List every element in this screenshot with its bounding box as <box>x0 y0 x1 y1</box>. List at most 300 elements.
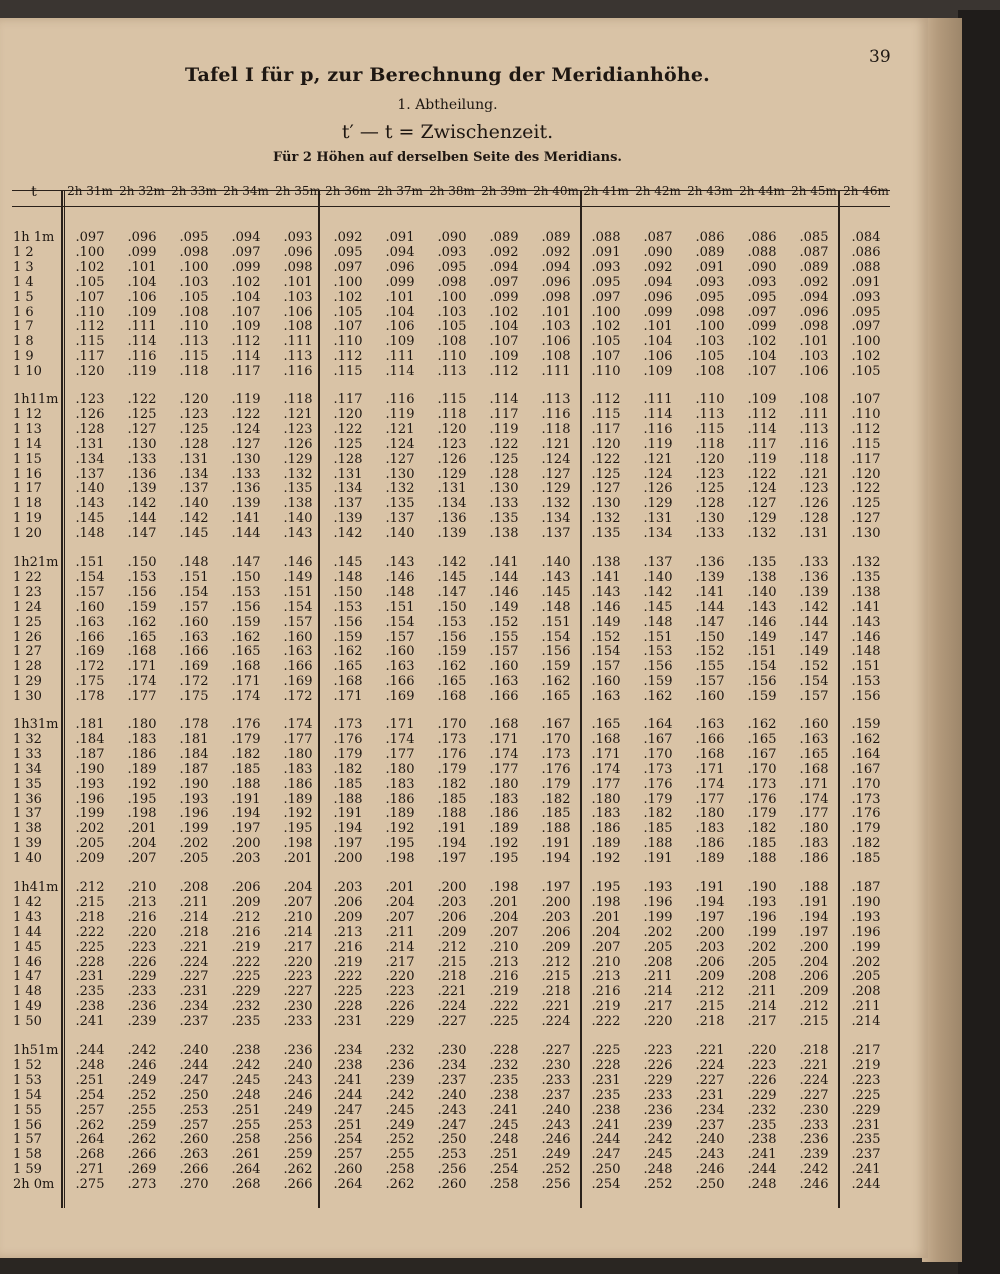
table-cell: .248 <box>643 1162 673 1178</box>
table-cell: .157 <box>385 629 415 645</box>
table-cell: .100 <box>851 334 881 350</box>
column-header: 2h 41m <box>583 184 629 198</box>
table-cell: .212 <box>695 984 725 1000</box>
table-cell: .187 <box>179 761 209 777</box>
table-cell: .146 <box>385 569 415 585</box>
table-cell: .131 <box>437 481 467 497</box>
table-cell: .193 <box>851 909 881 925</box>
table-cell: .213 <box>489 954 519 970</box>
table-cell: .163 <box>695 717 725 732</box>
table-cell: .104 <box>385 304 415 320</box>
table-cell: .218 <box>179 924 209 940</box>
table-cell: .220 <box>385 969 415 985</box>
table-cell: .128 <box>799 511 829 527</box>
row-label: 1 9 <box>13 349 34 365</box>
table-cell: .180 <box>127 717 157 732</box>
table-cell: .116 <box>385 392 415 407</box>
table-cell: .114 <box>385 364 415 380</box>
table-cell: .148 <box>385 584 415 600</box>
table-cell: .127 <box>231 436 261 452</box>
row-label: 1 36 <box>13 791 42 807</box>
table-cell: .187 <box>851 880 881 895</box>
table-cell: .118 <box>179 364 209 380</box>
table-cell: .252 <box>643 1177 673 1193</box>
table-cell: .115 <box>333 364 363 380</box>
table-cell: .238 <box>75 999 105 1015</box>
table-cell: .133 <box>231 466 261 482</box>
table-cell: .168 <box>489 717 519 732</box>
table-cell: .136 <box>231 481 261 497</box>
table-cell: .178 <box>179 717 209 732</box>
table-cell: .246 <box>283 1087 313 1103</box>
table-cell: .109 <box>489 349 519 365</box>
row-label: 1 3 <box>13 259 34 275</box>
table-cell: .128 <box>333 451 363 467</box>
table-cell: .135 <box>591 526 621 542</box>
table-cell: .199 <box>643 909 673 925</box>
table-cell: .244 <box>747 1162 777 1178</box>
table-cell: .143 <box>385 555 415 570</box>
table-cell: .157 <box>489 644 519 660</box>
table-cell: .226 <box>127 954 157 970</box>
table-cell: .146 <box>283 555 313 570</box>
table-cell: .171 <box>127 659 157 675</box>
table-cell: .171 <box>489 731 519 747</box>
table-cell: .112 <box>75 319 105 335</box>
table-cell: .237 <box>179 1014 209 1030</box>
table-cell: .152 <box>695 644 725 660</box>
table-cell: .154 <box>179 584 209 600</box>
table-cell: .130 <box>591 496 621 512</box>
table-cell: .095 <box>333 244 363 260</box>
table-cell: .248 <box>231 1087 261 1103</box>
table-cell: .122 <box>489 436 519 452</box>
table-cell: .189 <box>695 851 725 867</box>
table-cell: .180 <box>489 776 519 792</box>
table-cell: .150 <box>695 629 725 645</box>
table-cell: .121 <box>541 436 571 452</box>
table-cell: .176 <box>333 731 363 747</box>
row-label: 1 58 <box>13 1147 42 1163</box>
column-header: 2h 35m <box>275 184 321 198</box>
table-cell: .164 <box>643 717 673 732</box>
table-cell: .142 <box>643 584 673 600</box>
table-cell: .171 <box>231 674 261 690</box>
row-label: 1 14 <box>13 436 42 452</box>
table-cell: .232 <box>385 1043 415 1058</box>
table-cell: .183 <box>695 821 725 837</box>
table-cell: .112 <box>591 392 621 407</box>
table-cell: .170 <box>851 776 881 792</box>
table-cell: .167 <box>643 731 673 747</box>
table-cell: .214 <box>643 984 673 1000</box>
table-cell: .102 <box>489 304 519 320</box>
table-cell: .209 <box>695 969 725 985</box>
table-cell: .139 <box>333 511 363 527</box>
table-cell: .271 <box>75 1162 105 1178</box>
table-cell: .209 <box>437 924 467 940</box>
table-cell: .231 <box>591 1072 621 1088</box>
table-cell: .229 <box>643 1072 673 1088</box>
table-cell: .260 <box>179 1132 209 1148</box>
table-cell: .125 <box>695 481 725 497</box>
table-cell: .100 <box>591 304 621 320</box>
table-cell: .199 <box>747 924 777 940</box>
table-cell: .121 <box>799 466 829 482</box>
table-cell: .246 <box>799 1177 829 1193</box>
table-cell: .111 <box>283 334 313 350</box>
table-cell: .174 <box>283 717 313 732</box>
table-cell: .195 <box>385 836 415 852</box>
table-cell: .212 <box>541 954 571 970</box>
table-cell: .103 <box>437 304 467 320</box>
table-cell: .113 <box>695 406 725 422</box>
table-cell: .103 <box>799 349 829 365</box>
table-cell: .109 <box>385 334 415 350</box>
table-cell: .230 <box>541 1057 571 1073</box>
table-cell: .201 <box>591 909 621 925</box>
table-cell: .139 <box>437 526 467 542</box>
table-cell: .130 <box>385 466 415 482</box>
table-cell: .108 <box>437 334 467 350</box>
table-cell: .154 <box>591 644 621 660</box>
table-cell: .174 <box>385 731 415 747</box>
table-cell: .188 <box>643 836 673 852</box>
table-cell: .242 <box>643 1132 673 1148</box>
table-cell: .183 <box>127 731 157 747</box>
table-cell: .132 <box>851 555 881 570</box>
table-cell: .149 <box>747 629 777 645</box>
row-label: 1 13 <box>13 421 42 437</box>
table-cell: .213 <box>127 894 157 910</box>
row-label: 1 45 <box>13 939 42 955</box>
table-cell: .239 <box>385 1072 415 1088</box>
table-cell: .128 <box>75 421 105 437</box>
table-cell: .145 <box>541 584 571 600</box>
table-cell: .242 <box>127 1043 157 1058</box>
table-cell: .216 <box>489 969 519 985</box>
table-cell: .110 <box>179 319 209 335</box>
table-cell: .129 <box>541 481 571 497</box>
table-cell: .221 <box>799 1057 829 1073</box>
table-cell: .130 <box>851 526 881 542</box>
table-cell: .198 <box>489 880 519 895</box>
table-cell: .186 <box>385 791 415 807</box>
table-cell: .222 <box>75 924 105 940</box>
table-cell: .182 <box>747 821 777 837</box>
table-cell: .098 <box>799 319 829 335</box>
table-cell: .214 <box>179 909 209 925</box>
table-cell: .253 <box>437 1147 467 1163</box>
table-cell: .125 <box>591 466 621 482</box>
table-cell: .151 <box>541 614 571 630</box>
table-cell: .163 <box>489 674 519 690</box>
table-cell: .198 <box>591 894 621 910</box>
table-cell: .119 <box>231 392 261 407</box>
table-cell: .209 <box>799 984 829 1000</box>
table-cell: .104 <box>643 334 673 350</box>
table-cell: .101 <box>643 319 673 335</box>
table-cell: .138 <box>851 584 881 600</box>
table-cell: .148 <box>179 555 209 570</box>
table-cell: .179 <box>333 746 363 762</box>
table-cell: .163 <box>75 614 105 630</box>
table-cell: .127 <box>591 481 621 497</box>
table-cell: .179 <box>541 776 571 792</box>
table-cell: .230 <box>283 999 313 1015</box>
table-cell: .102 <box>231 274 261 290</box>
table-cell: .148 <box>851 644 881 660</box>
table-cell: .200 <box>333 851 363 867</box>
table-cell: .217 <box>385 954 415 970</box>
column-header: 2h 43m <box>687 184 733 198</box>
table-cell: .189 <box>385 806 415 822</box>
table-cell: .111 <box>799 406 829 422</box>
table-cell: .174 <box>489 746 519 762</box>
table-cell: .227 <box>541 1043 571 1058</box>
table-cell: .111 <box>385 349 415 365</box>
table-cell: .228 <box>591 1057 621 1073</box>
table-cell: .180 <box>799 821 829 837</box>
table-cell: .231 <box>75 969 105 985</box>
table-cell: .159 <box>643 674 673 690</box>
table-cell: .242 <box>231 1057 261 1073</box>
table-cell: .140 <box>179 496 209 512</box>
table-cell: .173 <box>437 731 467 747</box>
table-cell: .137 <box>541 526 571 542</box>
left-column-divider <box>61 190 63 1208</box>
table-cell: .203 <box>437 894 467 910</box>
table-cell: .134 <box>541 511 571 527</box>
table-cell: .215 <box>695 999 725 1015</box>
table-cell: .223 <box>851 1072 881 1088</box>
table-cell: .219 <box>591 999 621 1015</box>
table-cell: .259 <box>283 1147 313 1163</box>
table-cell: .228 <box>75 954 105 970</box>
table-cell: .096 <box>643 289 673 305</box>
table-cell: .143 <box>851 614 881 630</box>
table-cell: .241 <box>747 1147 777 1163</box>
table-cell: .213 <box>591 969 621 985</box>
row-label: 1 32 <box>13 731 42 747</box>
row-label: 1 53 <box>13 1072 42 1088</box>
table-cell: .258 <box>231 1132 261 1148</box>
table-cell: .117 <box>75 349 105 365</box>
row-label: 1 10 <box>13 364 42 380</box>
table-cell: .097 <box>231 244 261 260</box>
row-label: 1 42 <box>13 894 42 910</box>
table-cell: .243 <box>437 1102 467 1118</box>
table-cell: .148 <box>75 526 105 542</box>
table-cell: .165 <box>541 689 571 705</box>
table-cell: .154 <box>799 674 829 690</box>
table-cell: .093 <box>437 244 467 260</box>
row-label: 1 33 <box>13 746 42 762</box>
table-cell: .090 <box>747 259 777 275</box>
table-cell: .195 <box>127 791 157 807</box>
table-cell: .120 <box>591 436 621 452</box>
table-cell: .107 <box>75 289 105 305</box>
table-cell: .133 <box>127 451 157 467</box>
table-cell: .188 <box>437 806 467 822</box>
table-cell: .229 <box>385 1014 415 1030</box>
table-cell: .109 <box>231 319 261 335</box>
table-cell: .221 <box>541 999 571 1015</box>
table-cell: .163 <box>591 689 621 705</box>
table-cell: .202 <box>75 821 105 837</box>
table-cell: .179 <box>437 761 467 777</box>
table-cell: .084 <box>851 230 881 245</box>
table-cell: .249 <box>541 1147 571 1163</box>
table-cell: .173 <box>747 776 777 792</box>
table-cell: .147 <box>695 614 725 630</box>
table-cell: .147 <box>799 629 829 645</box>
table-cell: .196 <box>643 894 673 910</box>
table-cell: .098 <box>695 304 725 320</box>
table-cell: .245 <box>643 1147 673 1163</box>
table-cell: .162 <box>643 689 673 705</box>
table-cell: .219 <box>231 939 261 955</box>
table-cell: .114 <box>489 392 519 407</box>
table-cell: .113 <box>437 364 467 380</box>
table-cell: .104 <box>231 289 261 305</box>
table-cell: .222 <box>231 954 261 970</box>
table-cell: .200 <box>541 894 571 910</box>
table-cell: .091 <box>695 259 725 275</box>
table-cell: .231 <box>333 1014 363 1030</box>
table-cell: .100 <box>179 259 209 275</box>
table-cell: .226 <box>643 1057 673 1073</box>
table-cell: .098 <box>179 244 209 260</box>
table-cell: .144 <box>799 614 829 630</box>
table-cell: .213 <box>333 924 363 940</box>
table-cell: .146 <box>591 599 621 615</box>
table-cell: .191 <box>541 836 571 852</box>
table-cell: .145 <box>437 569 467 585</box>
table-cell: .210 <box>127 880 157 895</box>
table-cell: .194 <box>695 894 725 910</box>
table-cell: .238 <box>747 1132 777 1148</box>
table-cell: .139 <box>799 584 829 600</box>
table-cell: .097 <box>75 230 105 245</box>
table-cell: .137 <box>643 555 673 570</box>
table-cell: .165 <box>437 674 467 690</box>
table-cell: .128 <box>695 496 725 512</box>
table-cell: .094 <box>799 289 829 305</box>
table-cell: .100 <box>437 289 467 305</box>
table-cell: .101 <box>799 334 829 350</box>
table-cell: .134 <box>643 526 673 542</box>
table-cell: .117 <box>851 451 881 467</box>
table-cell: .102 <box>591 319 621 335</box>
table-cell: .088 <box>747 244 777 260</box>
table-cell: .192 <box>591 851 621 867</box>
table-cell: .156 <box>437 629 467 645</box>
table-cell: .145 <box>179 526 209 542</box>
table-cell: .151 <box>179 569 209 585</box>
table-cell: .123 <box>437 436 467 452</box>
table-cell: .151 <box>385 599 415 615</box>
table-cell: .204 <box>283 880 313 895</box>
table-cell: .176 <box>643 776 673 792</box>
table-cell: .182 <box>643 806 673 822</box>
row-label: 1 30 <box>13 689 42 705</box>
table-cell: .119 <box>127 364 157 380</box>
table-cell: .095 <box>437 259 467 275</box>
table-cell: .251 <box>75 1072 105 1088</box>
table-cell: .191 <box>231 791 261 807</box>
table-cell: .193 <box>179 791 209 807</box>
table-cell: .167 <box>747 746 777 762</box>
table-cell: .093 <box>851 289 881 305</box>
table-cell: .116 <box>283 364 313 380</box>
table-cell: .154 <box>541 629 571 645</box>
table-cell: .148 <box>333 569 363 585</box>
table-cell: .194 <box>333 821 363 837</box>
table-cell: .240 <box>179 1043 209 1058</box>
table-cell: .231 <box>179 984 209 1000</box>
table-cell: .093 <box>695 274 725 290</box>
table-cell: .202 <box>179 836 209 852</box>
table-cell: .250 <box>591 1162 621 1178</box>
table-cell: .112 <box>489 364 519 380</box>
row-label: 1 6 <box>13 304 34 320</box>
table-cell: .232 <box>747 1102 777 1118</box>
table-cell: .203 <box>541 909 571 925</box>
table-cell: .201 <box>489 894 519 910</box>
table-cell: .170 <box>541 731 571 747</box>
table-cell: .240 <box>695 1132 725 1148</box>
book-page <box>0 18 928 1258</box>
table-cell: .234 <box>437 1057 467 1073</box>
column-header: 2h 36m <box>325 184 371 198</box>
table-cell: .156 <box>127 584 157 600</box>
table-cell: .173 <box>333 717 363 732</box>
table-cell: .260 <box>333 1162 363 1178</box>
table-cell: .218 <box>541 984 571 1000</box>
table-cell: .172 <box>179 674 209 690</box>
table-cell: .219 <box>851 1057 881 1073</box>
table-cell: .273 <box>127 1177 157 1193</box>
table-cell: .215 <box>799 1014 829 1030</box>
table-cell: .108 <box>695 364 725 380</box>
table-cell: .139 <box>127 481 157 497</box>
table-cell: .183 <box>489 791 519 807</box>
table-cell: .112 <box>333 349 363 365</box>
table-cell: .112 <box>851 421 881 437</box>
table-cell: .240 <box>437 1087 467 1103</box>
table-cell: .264 <box>75 1132 105 1148</box>
table-cell: .174 <box>591 761 621 777</box>
table-cell: .104 <box>747 349 777 365</box>
table-cell: .094 <box>231 230 261 245</box>
table-cell: .232 <box>231 999 261 1015</box>
table-cell: .131 <box>179 451 209 467</box>
table-cell: .185 <box>541 806 571 822</box>
table-cell: .194 <box>799 909 829 925</box>
table-cell: .169 <box>75 644 105 660</box>
table-cell: .122 <box>591 451 621 467</box>
table-cell: .111 <box>541 364 571 380</box>
table-cell: .209 <box>333 909 363 925</box>
table-cell: .247 <box>591 1147 621 1163</box>
table-cell: .113 <box>799 421 829 437</box>
table-cell: .114 <box>747 421 777 437</box>
table-cell: .127 <box>851 511 881 527</box>
table-cell: .144 <box>489 569 519 585</box>
table-cell: .251 <box>333 1117 363 1133</box>
table-cell: .132 <box>541 496 571 512</box>
